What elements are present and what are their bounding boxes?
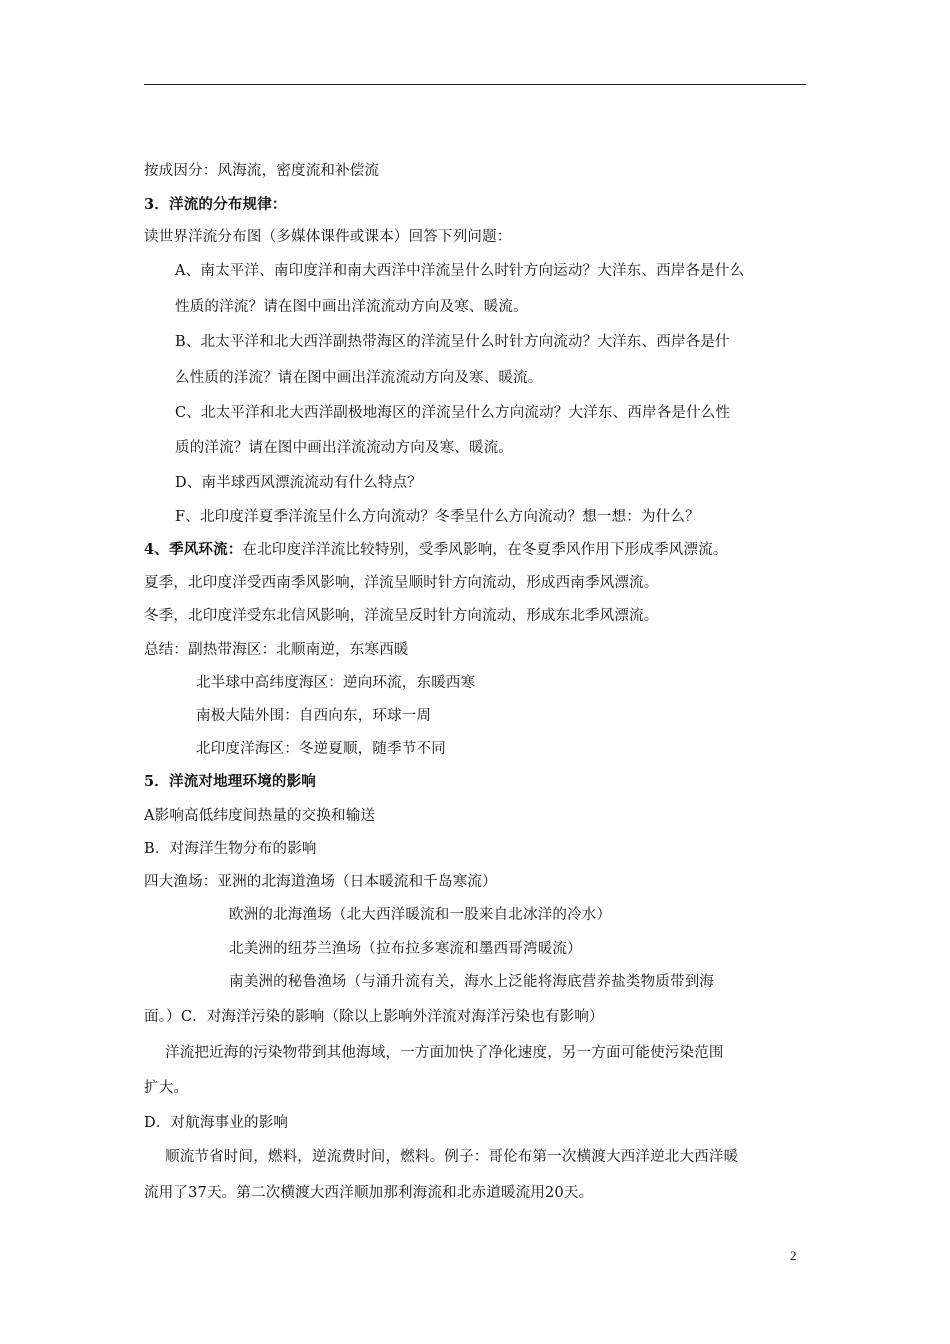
question-b: B、北太平洋和北大西洋副热带海区的洋流呈什么时针方向流动？大洋东、西岸各是什 [175, 334, 730, 350]
question-f: F、北印度洋夏季洋流呈什么方向流动？冬季呈什么方向流动？想一想：为什么？ [175, 509, 700, 525]
text-line: B．对海洋生物分布的影响 [144, 841, 317, 857]
fishery-line: 四大渔场：亚洲的北海道渔场（日本暖流和千岛寒流） [144, 874, 497, 890]
text-line: 面。）C．对海洋污染的影响（除以上影响外洋流对海洋污染也有影响） [144, 1009, 604, 1025]
text-line: 扩大。 [144, 1080, 189, 1096]
fishery-line: 北美洲的纽芬兰渔场（拉布拉多寒流和墨西哥湾暖流） [229, 941, 582, 957]
monsoon-paragraph [144, 540, 728, 560]
section-heading: 4、季风环流： [144, 541, 243, 558]
summary-line: 南极大陆外围：自西向东，环球一周 [196, 708, 432, 724]
header-rule [144, 84, 806, 85]
question-b-cont: 么性质的洋流？请在图中画出洋流流动方向及寒、暖流。 [175, 370, 543, 386]
page-number: 2 [790, 1248, 797, 1263]
question-d: D、南半球西风漂流流动有什么特点？ [175, 475, 423, 491]
question-c: C、北太平洋和北大西洋副极地海区的洋流呈什么方向流动？大洋东、西岸各是什么性 [175, 405, 731, 421]
text-line: 冬季，北印度洋受东北信风影响，洋流呈反时针方向流动，形成东北季风漂流。 [144, 608, 659, 624]
text-line: 夏季，北印度洋受西南季风影响，洋流呈顺时针方向流动，形成西南季风漂流。 [144, 575, 659, 591]
text-line: 洋流把近海的污染物带到其他海域，一方面加快了净化速度，另一方面可能使污染范围 [165, 1045, 724, 1061]
fishery-line: 欧洲的北海渔场（北大西洋暖流和一股来自北冰洋的冷水） [229, 907, 612, 923]
section-heading: 5．洋流对地理环境的影响 [144, 773, 316, 790]
question-c-cont: 质的洋流？请在图中画出洋流流动方向及寒、暖流。 [175, 440, 514, 456]
text-line: D．对航海事业的影响 [144, 1115, 289, 1131]
text-line: 读世界洋流分布图（多媒体课件或课本）回答下列问题： [144, 229, 512, 245]
summary-line: 北印度洋海区：冬逆夏顺，随季节不同 [196, 741, 446, 757]
summary-line: 总结：副热带海区：北顺南逆，东寒西暖 [144, 642, 409, 658]
section-heading: 3．洋流的分布规律： [144, 196, 287, 213]
text-line: A影响高低纬度间热量的交换和输送 [144, 808, 376, 824]
fishery-line: 南美洲的秘鲁渔场（与涌升流有关，海水上泛能将海底营养盐类物质带到海 [229, 974, 715, 990]
question-a-cont: 性质的洋流？请在图中画出洋流流动方向及寒、暖流。 [175, 299, 528, 315]
text-line: 顺流节省时间，燃料，逆流费时间，燃料。例子：哥伦布第一次横渡大西洋逆北大西洋暖 [165, 1149, 739, 1165]
summary-line: 北半球中高纬度海区：逆向环流，东暖西寒 [196, 675, 476, 691]
text-line: 在北印度洋洋流比较特别，受季风影响，在冬夏季风作用下形成季风漂流。 [242, 542, 728, 558]
text-line: 流用了37天。第二次横渡大西洋顺加那利海流和北赤道暖流用20天。 [144, 1185, 594, 1201]
question-a: A、南太平洋、南印度洋和南大西洋中洋流呈什么时针方向运动？大洋东、西岸各是什么 [175, 263, 745, 279]
text-line: 按成因分：风海流，密度流和补偿流 [144, 163, 380, 179]
